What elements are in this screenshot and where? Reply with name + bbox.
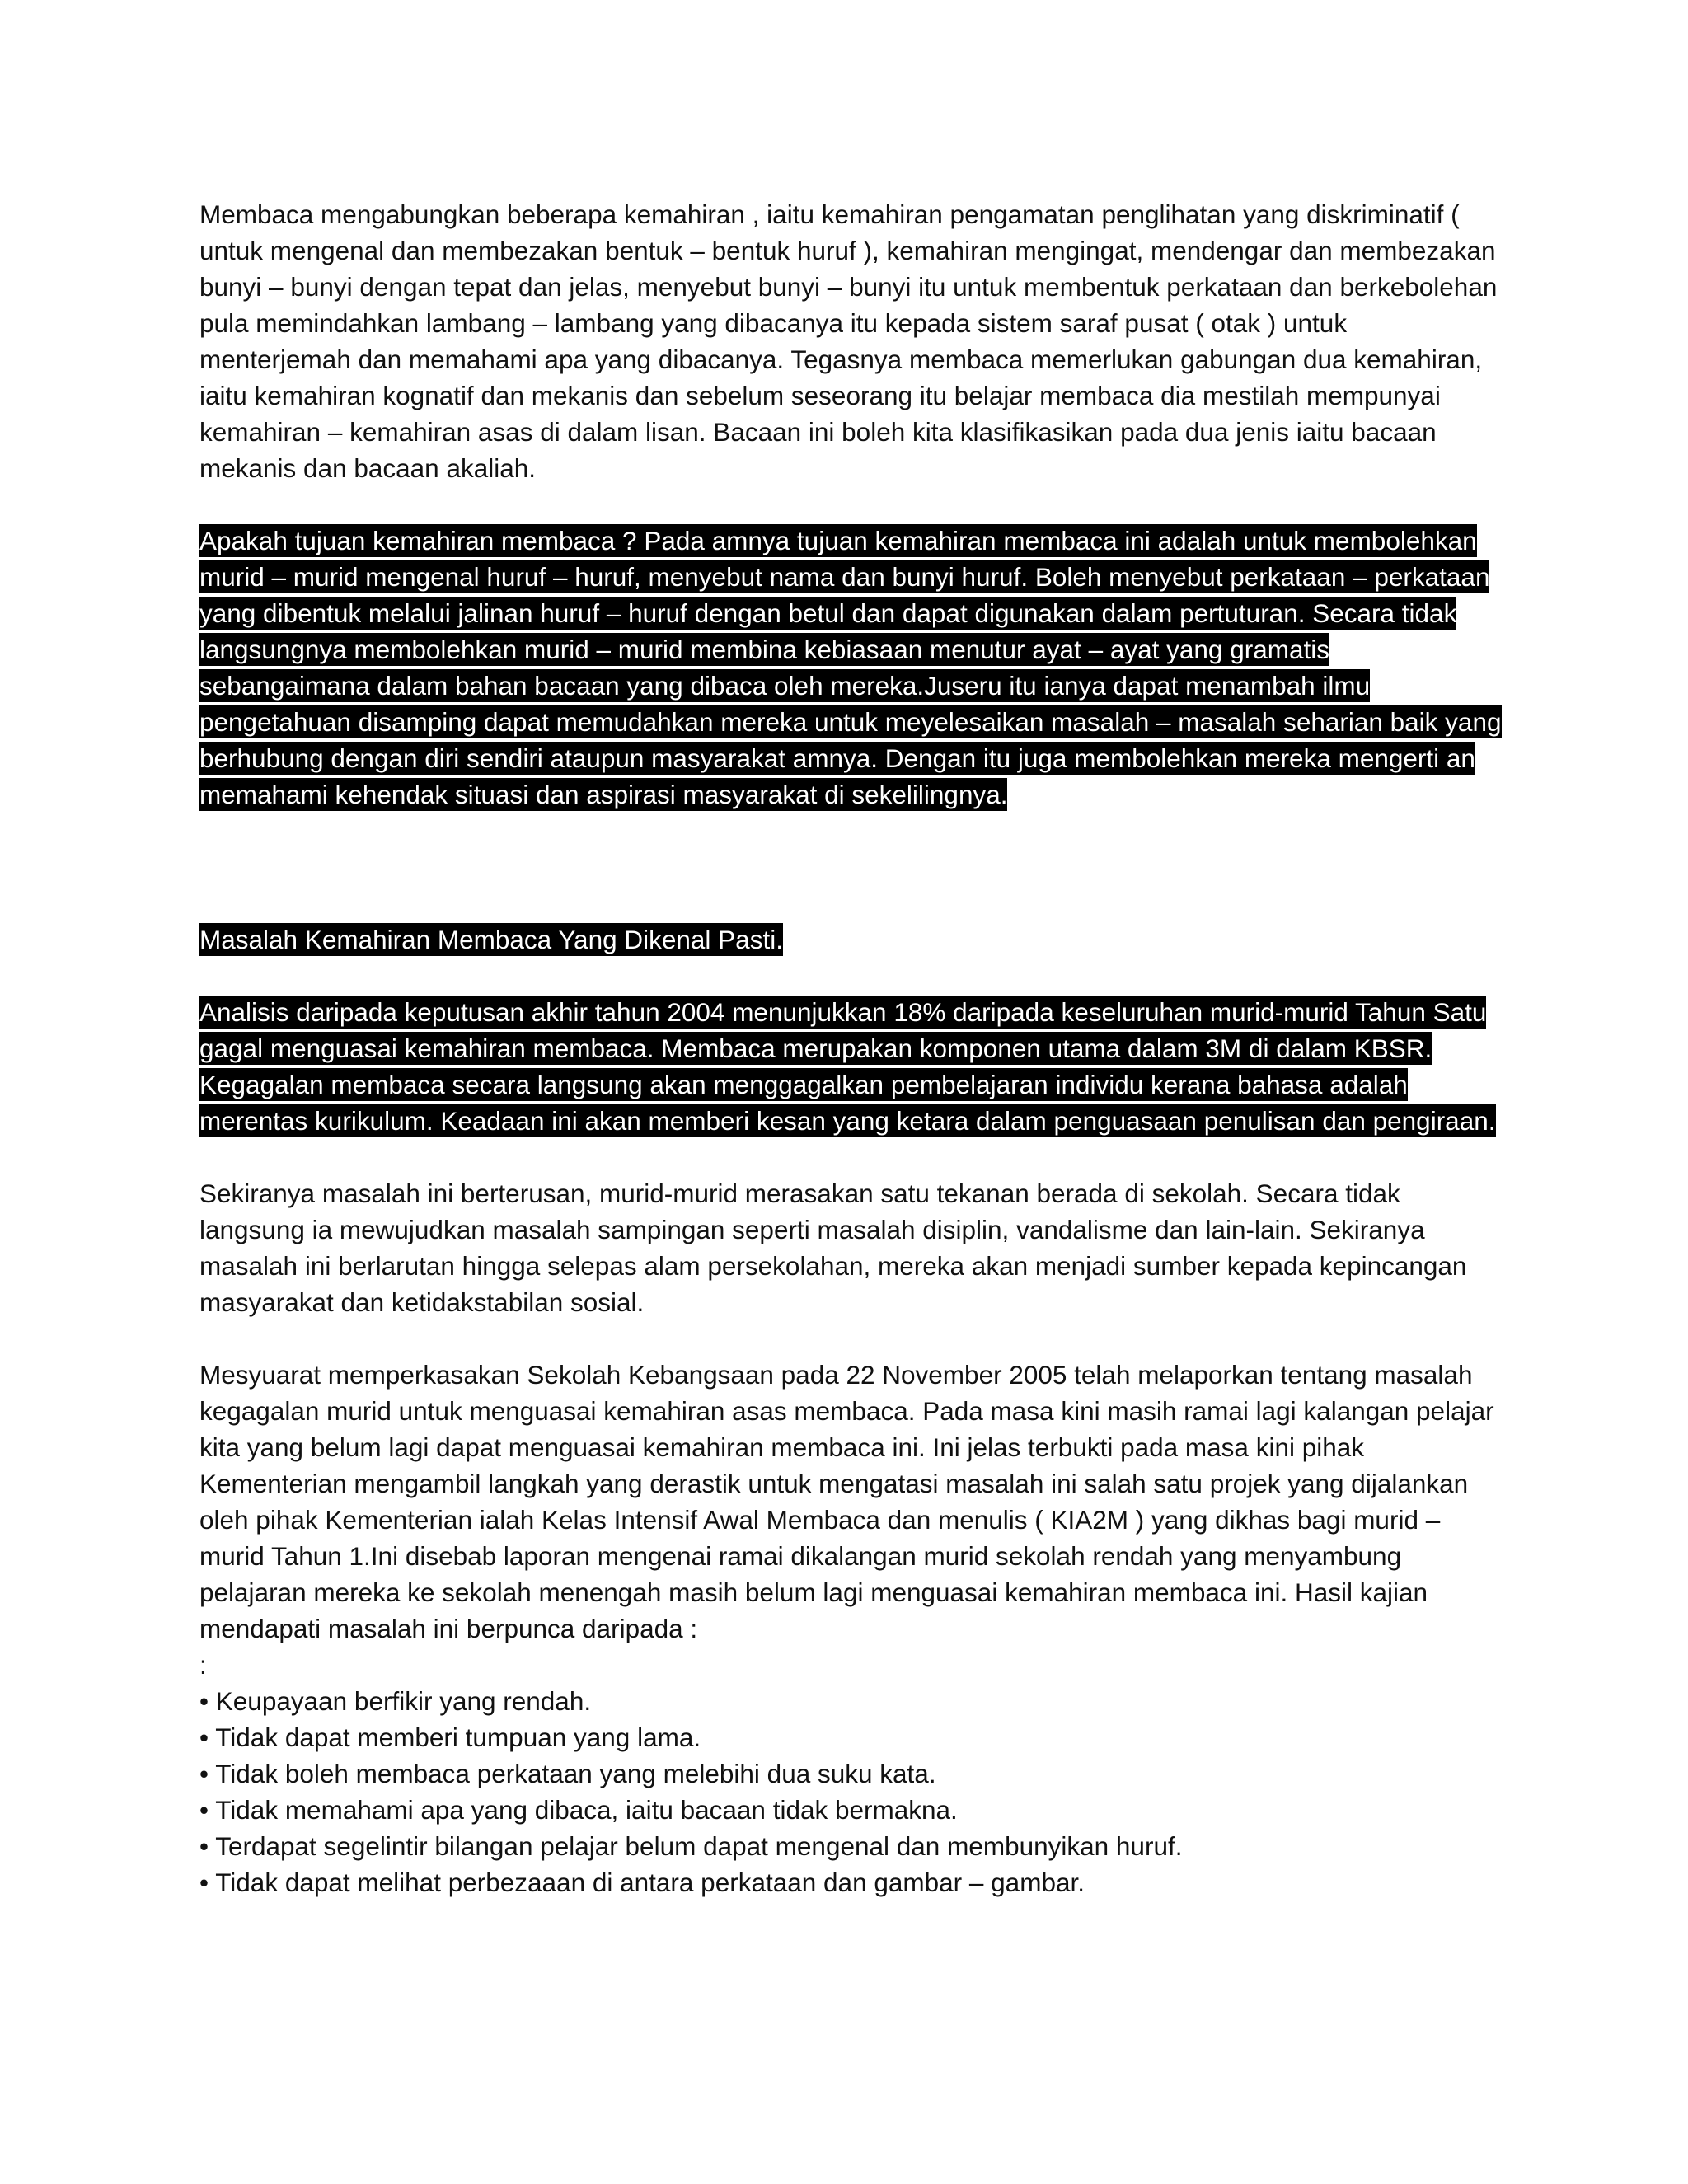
paragraph-intro <box>199 196 1502 486</box>
colon-line: : <box>199 1650 207 1680</box>
paragraph-consequences <box>199 1175 1502 1320</box>
document-body <box>199 196 1502 1900</box>
list-item: • Tidak dapat memberi tumpuan yang lama. <box>199 1722 701 1752</box>
paragraph-meeting <box>199 1357 1502 1647</box>
section-heading-text: Masalah Kemahiran Membaca Yang Dikenal Pasti. <box>199 925 783 954</box>
section-heading <box>199 921 1502 958</box>
paragraph-reading-goals <box>199 523 1502 813</box>
list-item: • Terdapat segelintir bilangan pelajar belum dapat mengenal dan membunyikan huruf. <box>199 1831 1183 1861</box>
paragraph-consequences-text: Sekiranya masalah ini berterusan, murid-murid merasakan satu tekanan berada di sekolah. Secara tidak langsung ia mewujudkan masalah sampingan seperti masalah disiplin, vandalisme dan lain-lain. Sekiranya masalah ini berlarutan hingga selepas alam persekolahan, mereka akan menjadi sumber kepada kepincangan masyarakat dan ketidakstabilan sosial. <box>199 1179 1467 1317</box>
list-item: • Tidak memahami apa yang dibaca, iaitu bacaan tidak bermakna. <box>199 1795 958 1825</box>
list-item: • Keupayaan berfikir yang rendah. <box>199 1686 592 1716</box>
paragraph-meeting-text: Mesyuarat memperkasakan Sekolah Kebangsaan pada 22 November 2005 telah melaporkan tentang masalah kegagalan murid untuk menguasai kemahiran asas membaca. Pada masa kini masih ramai lagi kalangan pelajar kita yang belum lagi dapat menguasai kemahiran membaca ini. Ini jelas terbukti pada masa kini pihak Kementerian mengambil langkah yang derastik untuk mengatasi masalah ini salah satu projek yang dijalankan oleh pihak Kementerian ialah Kelas Intensif Awal Membaca dan menulis ( KIA2M ) yang dikhas bagi murid – murid Tahun 1.Ini disebab laporan mengenai ramai dikalangan murid sekolah rendah yang menyambung pelajaran mereka ke sekolah menengah masih belum lagi menguasai kemahiran membaca ini. Hasil kajian mendapati masalah ini berpunca daripada : <box>199 1360 1494 1643</box>
list-item: • Tidak boleh membaca perkataan yang melebihi dua suku kata. <box>199 1759 936 1788</box>
paragraph-analysis <box>199 994 1502 1139</box>
causes-list <box>199 1683 1502 1900</box>
highlighted-text: Apakah tujuan kemahiran membaca ? Pada amnya tujuan kemahiran membaca ini adalah untuk membolehkan murid – murid mengenal huruf – huruf, menyebut nama dan bunyi huruf. Boleh menyebut perkataan – perkataan yang dibentuk melalui jalinan huruf – huruf dengan betul dan dapat digunakan dalam pertuturan. Secara tidak langsungnya membolehkan murid – murid membina kebiasaan menutur ayat – ayat yang gramatis sebangaimana dalam bahan bacaan yang dibaca oleh mereka.Juseru itu ianya dapat menambah ilmu pengetahuan disamping dapat memudahkan mereka untuk meyelesaikan masalah – masalah seharian baik yang berhubung dengan diri sendiri ataupun masyarakat amnya. Dengan itu juga membolehkan mereka mengerti an memahami kehendak situasi dan aspirasi masyarakat di sekelilingnya. <box>199 526 1502 809</box>
highlighted-text: Analisis daripada keputusan akhir tahun 2004 menunjukkan 18% daripada keseluruhan murid-murid Tahun Satu gagal menguasai kemahiran membaca. Membaca merupakan komponen utama dalam 3M di dalam KBSR. Kegagalan membaca secara langsung akan menggagalkan pembelajaran individu kerana bahasa adalah merentas kurikulum. Keadaan ini akan memberi kesan yang ketara dalam penguasaan penulisan dan pengiraan. <box>199 997 1496 1136</box>
paragraph-intro-text: Membaca mengabungkan beberapa kemahiran , iaitu kemahiran pengamatan penglihatan yang diskriminatif ( untuk mengenal dan membezakan bentuk – bentuk huruf ), kemahiran mengingat, mendengar dan membezakan bunyi – bunyi dengan tepat dan jelas, menyebut bunyi – bunyi itu untuk membentuk perkataan dan berkebolehan pula memindahkan lambang – lambang yang dibacanya itu kepada sistem saraf pusat ( otak ) untuk menterjemah dan memahami apa yang dibacanya. Tegasnya membaca memerlukan gabungan dua kemahiran, iaitu kemahiran kognatif dan mekanis dan sebelum seseorang itu belajar membaca dia mestilah mempunyai kemahiran – kemahiran asas di dalam lisan. Bacaan ini boleh kita klasifikasikan pada dua jenis iaitu bacaan mekanis dan bacaan akaliah. <box>199 199 1498 483</box>
list-item: • Tidak dapat melihat perbezaaan di antara perkataan dan gambar – gambar. <box>199 1868 1085 1897</box>
